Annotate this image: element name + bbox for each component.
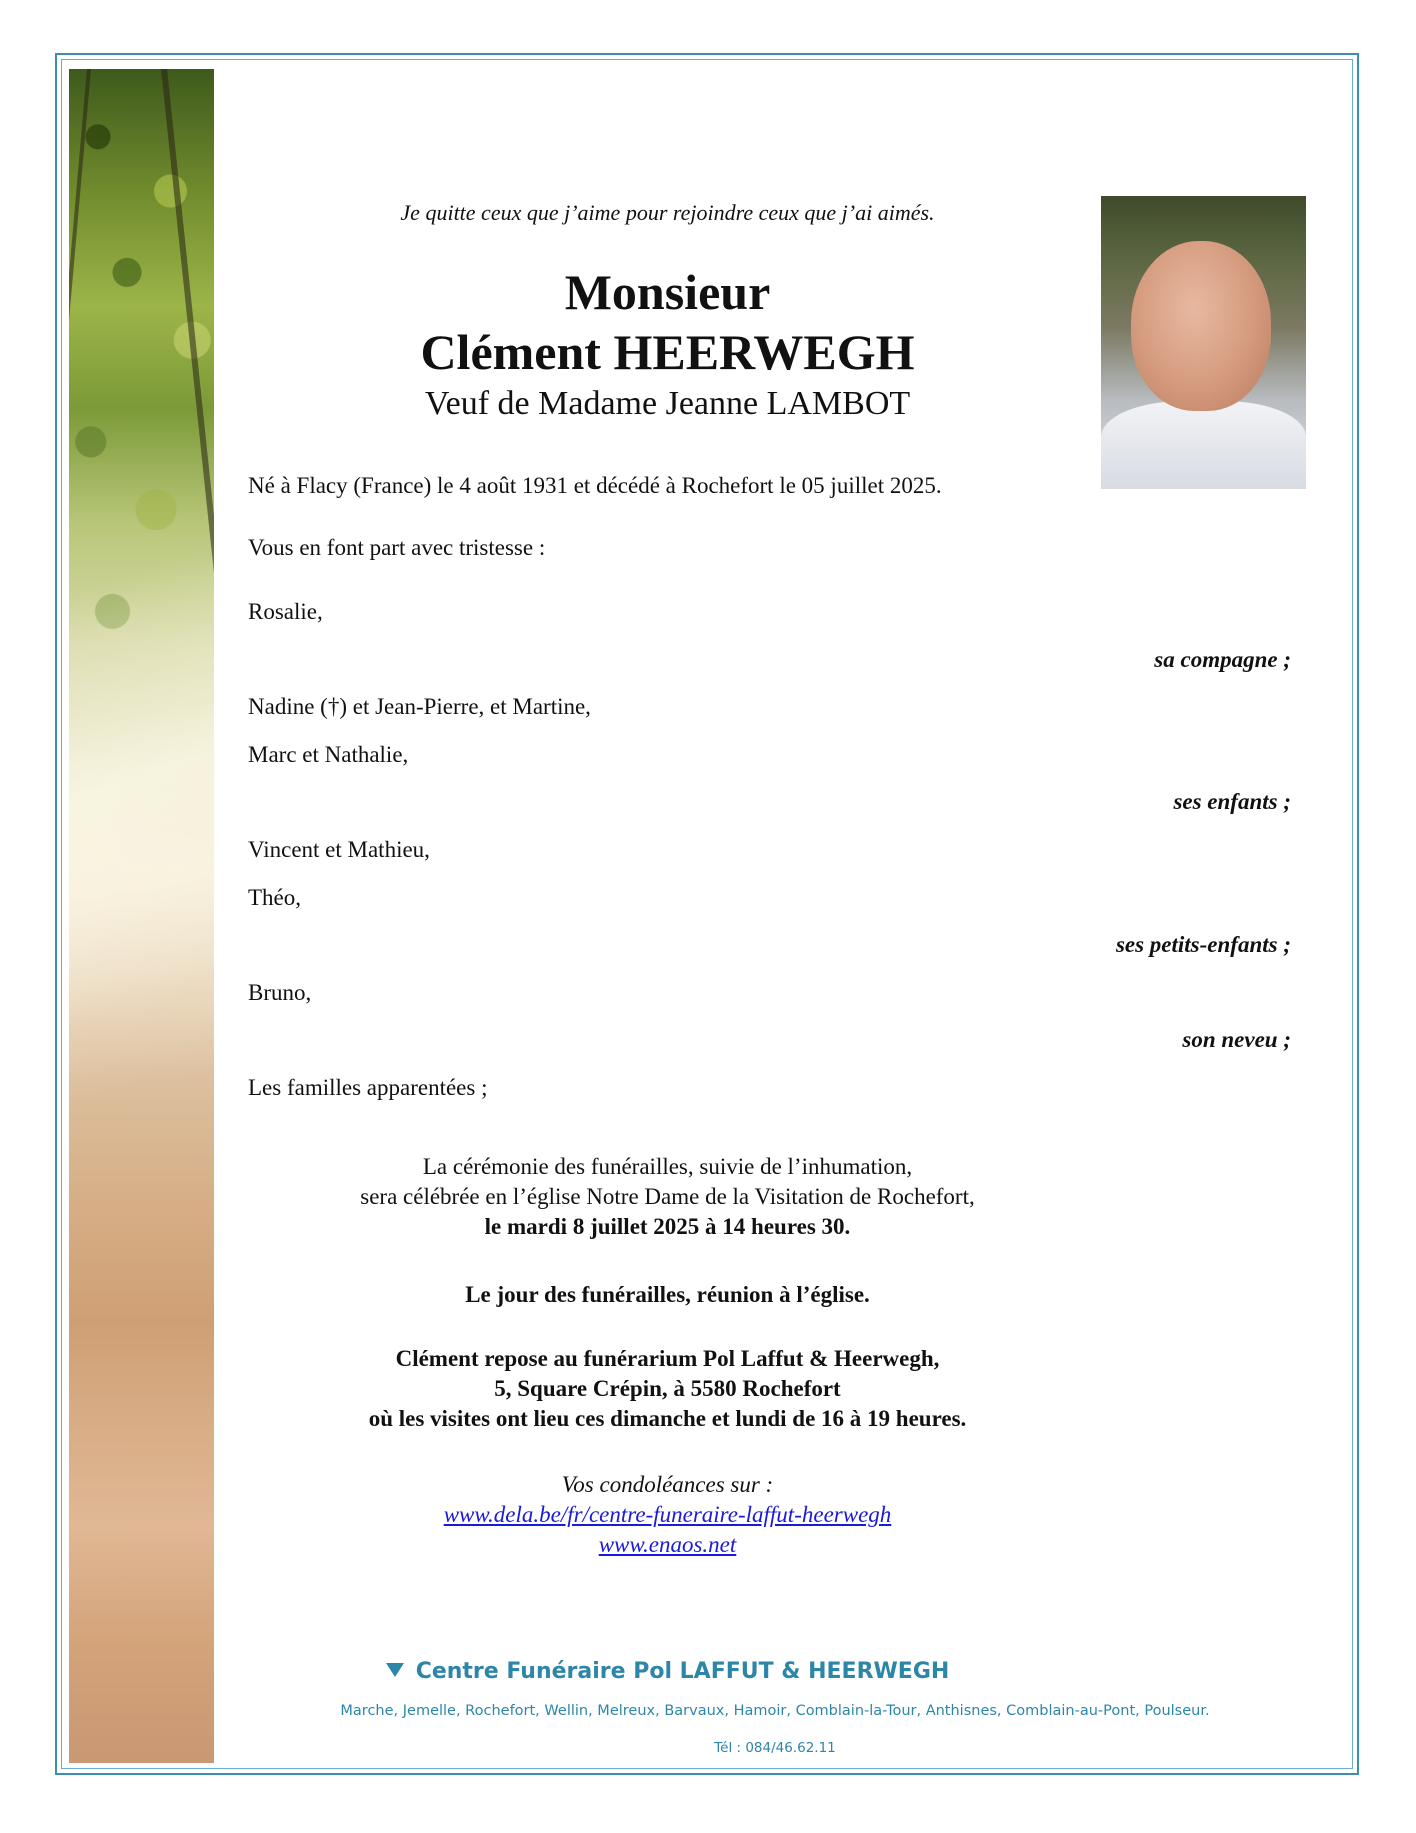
ceremony-block [250,1152,1085,1242]
deceased-portrait-photo [1101,196,1306,489]
grandchildren-names-line1: Vincent et Mathieu, [248,837,430,862]
deceased-name: Clément HEERWEGH [420,324,915,380]
children-names-line2: Marc et Nathalie, [248,742,409,767]
ceremony-date: le mardi 8 juillet 2025 à 14 heures 30. [484,1214,851,1239]
companion-role: sa compagne ; [1154,647,1291,672]
companion-names: Rosalie, [248,599,323,624]
grandchildren-role: ses petits-enfants ; [1115,932,1291,957]
visitation-block [250,1344,1085,1434]
funeral-home-title [250,1659,1085,1684]
condolences-label: Vos condoléances sur : [561,1472,774,1497]
funeral-home-locations: Marche, Jemelle, Rochefort, Wellin, Melreux, Barvaux, Hamoir, Comblain-la-Tour, Anthisnes, Comblain-au-Pont, Poulseur. [340,1703,1210,1719]
condolences-link-enaos[interactable]: www.enaos.net [598,1532,737,1557]
relatives-line: Les familles apparentées ; [248,1075,488,1100]
condolences-block [250,1470,1085,1560]
nephew-names: Bruno, [248,980,312,1005]
widow-of-line: Veuf de Madame Jeanne LAMBOT [424,385,911,422]
meeting-line: Le jour des funérailles, réunion à l’église. [465,1282,870,1307]
children-names-line1: Nadine (†) et Jean-Pierre, et Martine, [248,694,591,719]
birth-death-line: Né à Flacy (France) le 4 août 1931 et décédé à Rochefort le 05 juillet 2025. [248,473,942,498]
triangle-down-icon [386,1663,404,1677]
visitation-line2: 5, Square Crépin, à 5580 Rochefort [494,1376,841,1401]
announcement-line: Vous en font part avec tristesse : [248,535,546,560]
grandchildren-names-line2: Théo, [248,885,302,910]
deceased-name-block [250,262,1085,426]
epigraph-quote: Je quitte ceux que j’aime pour rejoindre ceux que j’ai aimés. [400,200,935,225]
forest-path-side-image [69,69,214,1763]
children-role: ses enfants ; [1173,789,1291,814]
honorific: Monsieur [564,264,771,320]
funeral-home-name: Centre Funéraire Pol LAFFUT & HEERWEGH [415,1659,950,1684]
ceremony-line2: sera célébrée en l’église Notre Dame de la Visitation de Rochefort, [360,1184,975,1209]
nephew-role: son neveu ; [1182,1027,1291,1052]
funeral-home-phone: Tél : 084/46.62.11 [714,1740,836,1756]
ceremony-line1: La cérémonie des funérailles, suivie de l’inhumation, [422,1154,913,1179]
visitation-line1: Clément repose au funérarium Pol Laffut & Heerwegh, [395,1346,940,1371]
visitation-line3: où les visites ont lieu ces dimanche et lundi de 16 à 19 heures. [368,1406,967,1431]
condolences-link-dela[interactable]: www.dela.be/fr/centre-funeraire-laffut-heerwegh [443,1502,892,1527]
